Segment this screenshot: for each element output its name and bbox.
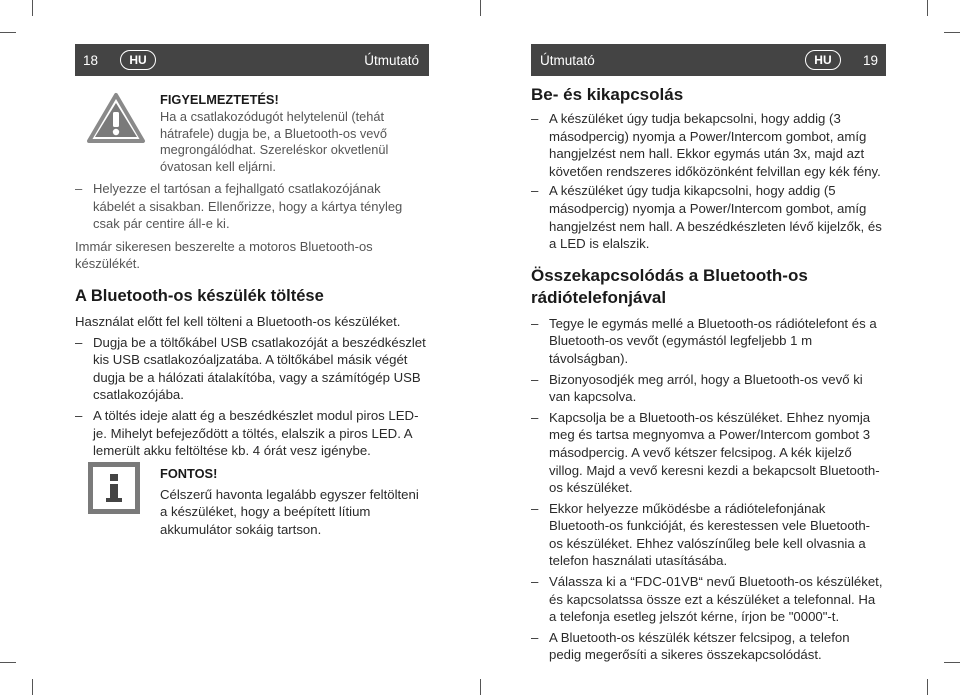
right-column — [531, 84, 883, 664]
crop-mark — [944, 32, 960, 33]
list-item: – A Bluetooth-os készülék kétszer felcsipog, a telefon pedig megerősíti a sikeres összekapcsolódást. — [531, 629, 883, 664]
crop-mark — [32, 0, 33, 16]
crop-mark — [32, 679, 33, 695]
warning-icon — [86, 92, 146, 144]
page-header-right — [531, 44, 886, 76]
page-header-left — [75, 44, 429, 76]
note-block — [160, 465, 428, 538]
list-item: – Kapcsolja be a Bluetooth-os készüléket. Ehhez nyomja meg és tartsa megnyomva a Power/Intercom gombot 3 másodpercig. A vevő kétszer felcsipog. A kék kijelző villog. Majd a vevő keresni kezdi a bekapcsolt Bluetooth-os készüléket. — [531, 409, 883, 497]
header-title: Útmutató — [540, 52, 595, 68]
paragraph: Használat előtt fel kell tölteni a Bluetooth-os készüléket. — [75, 314, 401, 329]
language-badge: HU — [120, 50, 156, 70]
page-number: 18 — [83, 52, 99, 68]
list-item: – A készüléket úgy tudja kikapcsolni, hogy addig (5 másodpercig) nyomja a Power/Intercom gombot, amíg hangjelzést nem hall. A beszédkészleten lévő kijelzők, és a LED is elalszik. — [531, 182, 883, 252]
warning-block — [160, 92, 422, 176]
language-badge: HU — [805, 50, 841, 70]
crop-mark — [0, 32, 16, 33]
charging-section — [75, 285, 427, 460]
header-title: Útmutató — [364, 52, 419, 68]
crop-mark — [927, 0, 928, 16]
section-title: A Bluetooth-os készülék töltése — [75, 287, 324, 305]
list-item: – Dugja be a töltőkábel USB csatlakozóját a beszédkészlet kis USB csatlakozóaljzatába. A töltőkábel másik végét dugja be a hálózati átalakítóba, vagy a számítógép USB csatlakozójába. — [75, 334, 427, 404]
note-text: Célszerű havonta legalább egyszer feltölteni a készüléket, hogy a beépített lítium akkumulátor sokáig tartson. — [160, 486, 419, 537]
crop-mark — [480, 0, 481, 16]
page-number: 19 — [862, 52, 878, 68]
list-item: – A készüléket úgy tudja bekapcsolni, hogy addig (3 másodpercig) nyomja a Power/Intercom gombot, amíg hangjelzést nem hall. Ekkor egymás után 3x, majd azt követően rendszeres időközönként felvillan egy kék fény. — [531, 110, 883, 180]
list-item: – Ekkor helyezze működésbe a rádiótelefonjának Bluetooth-os funkcióját, és kerestessen vele Bluetooth-os készüléket. Ehhez valószínűleg bele kell olvasnia a telefon használati utasításába. — [531, 500, 883, 570]
note-heading: FONTOS! — [160, 466, 218, 481]
crop-mark — [480, 679, 481, 695]
list-item: – Helyezze el tartósan a fejhallgató csatlakozójának kábelét a sisakban. Ellenőrizze, hogy a kártya tényleg csak pár centire áll-e ki. — [75, 180, 425, 233]
paragraph: Immár sikeresen beszerelte a motoros Bluetooth-os készülékét. — [75, 238, 373, 271]
list-item: – Tegye le egymás mellé a Bluetooth-os rádiótelefont és a Bluetooth-os vevőt (egymástól legfeljebb 1 m távolságban). — [531, 315, 883, 368]
warning-heading: FIGYELMEZTETÉS! — [160, 92, 279, 107]
warning-text: Ha a csatlakozódugót helytelenül (tehát hátrafele) dugja be, a Bluetooth-os vevő megrongálódhat. Szereléskor okvetlenül óvatosan kell eljárni. — [160, 108, 389, 175]
list-item: – Bizonyosodjék meg arról, hogy a Bluetooth-os vevő ki van kapcsolva. — [531, 371, 883, 406]
install-text — [75, 180, 425, 273]
list-item: – Válassza ki a “FDC-01VB“ nevű Bluetooth-os készüléket, és kapcsolatssa össze ezt a készüléket a telefonnal. Ha a telefonja esetleg jelszót kérne, írjon be "0000"-t. — [531, 573, 883, 626]
info-icon — [88, 462, 140, 514]
crop-mark — [944, 662, 960, 663]
crop-mark — [0, 662, 16, 663]
list-item: – A töltés ideje alatt ég a beszédkészlet modul piros LED-je. Mihelyt befejeződött a töltés, elalszik a piros LED. A lemerült akku feltöltése kb. 4 órát vesz igénybe. — [75, 407, 427, 460]
section-title: Be- és kikapcsolás — [531, 85, 684, 104]
section-title: Összekapcsolódás a Bluetooth-os rádiótelefonjával — [531, 265, 808, 307]
crop-mark — [927, 679, 928, 695]
